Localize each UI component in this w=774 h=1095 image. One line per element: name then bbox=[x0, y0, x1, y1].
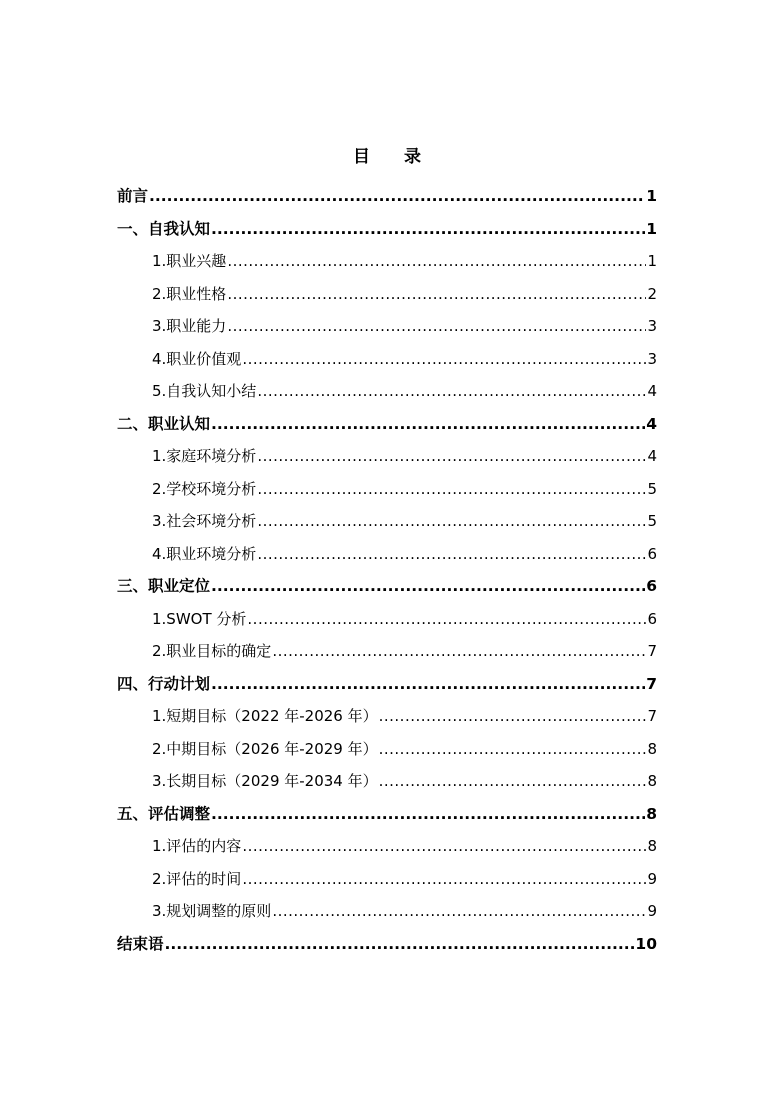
toc-page-number: 6 bbox=[647, 544, 657, 563]
toc-entry-label: 1.职业兴趣 bbox=[152, 252, 227, 270]
toc-section-entry[interactable] bbox=[117, 863, 657, 896]
toc-page-number: 9 bbox=[647, 902, 657, 920]
toc-dot-leader bbox=[242, 863, 646, 896]
toc-section-entry[interactable] bbox=[117, 245, 657, 278]
toc-section-entry[interactable] bbox=[117, 278, 657, 311]
toc-dot-leader bbox=[257, 505, 646, 538]
toc-dot-leader bbox=[211, 213, 645, 246]
toc-page-number: 1 bbox=[646, 187, 657, 205]
toc-page-number: 4 bbox=[647, 447, 657, 465]
toc-dot-leader bbox=[257, 473, 646, 506]
toc-entry-label: 三、职业定位 bbox=[117, 577, 211, 595]
toc-dot-leader bbox=[227, 245, 646, 278]
toc-page-number: 3 bbox=[647, 317, 657, 335]
toc-entry-label: 二、职业认知 bbox=[117, 414, 211, 433]
toc-entry-label: 2.职业目标的确定 bbox=[152, 642, 272, 660]
toc-chapter-entry[interactable] bbox=[117, 213, 657, 246]
toc-page-number: 3 bbox=[647, 349, 657, 368]
toc-dot-leader bbox=[379, 733, 647, 766]
toc-dot-leader bbox=[242, 343, 646, 376]
toc-entry-label: 1.SWOT 分析 bbox=[152, 609, 247, 628]
toc-page-number: 4 bbox=[647, 382, 657, 400]
toc-dot-leader bbox=[211, 798, 645, 831]
toc-chapter-entry[interactable] bbox=[117, 180, 657, 213]
toc-section-entry[interactable] bbox=[117, 343, 657, 376]
toc-section-entry[interactable] bbox=[117, 440, 657, 473]
toc-section-entry[interactable] bbox=[117, 733, 657, 766]
toc-dot-leader bbox=[227, 310, 646, 343]
toc-page-number: 8 bbox=[647, 772, 657, 790]
toc-dot-leader bbox=[242, 830, 646, 863]
toc-entry-label: 1.家庭环境分析 bbox=[152, 447, 257, 465]
toc-entry-label: 前言 bbox=[117, 187, 149, 205]
toc-section-entry[interactable] bbox=[117, 895, 657, 928]
toc-entry-label: 1.短期目标（2022 年-2026 年） bbox=[152, 707, 378, 725]
toc-dot-leader bbox=[272, 895, 646, 928]
toc-dot-leader bbox=[272, 635, 646, 668]
toc-page-number: 9 bbox=[647, 869, 657, 888]
toc-page-number: 1 bbox=[646, 219, 657, 238]
toc-dot-leader bbox=[257, 440, 646, 473]
toc-entry-label: 4.职业价值观 bbox=[152, 349, 242, 368]
toc-entry-label: 结束语 bbox=[117, 934, 164, 953]
toc-page-number: 10 bbox=[635, 934, 657, 953]
toc-page-number: 7 bbox=[647, 642, 657, 660]
toc-section-entry[interactable] bbox=[117, 505, 657, 538]
toc-dot-leader bbox=[227, 278, 646, 311]
toc-list bbox=[117, 180, 657, 960]
toc-dot-leader bbox=[247, 603, 646, 636]
toc-section-entry[interactable] bbox=[117, 700, 657, 733]
toc-entry-label: 3.社会环境分析 bbox=[152, 512, 257, 530]
toc-chapter-entry[interactable] bbox=[117, 408, 657, 441]
toc-dot-leader bbox=[257, 375, 646, 408]
toc-entry-label: 1.评估的内容 bbox=[152, 837, 242, 855]
toc-chapter-entry[interactable] bbox=[117, 928, 657, 961]
toc-section-entry[interactable] bbox=[117, 375, 657, 408]
toc-page-number: 5 bbox=[647, 479, 657, 498]
toc-page-number: 8 bbox=[647, 739, 657, 758]
toc-entry-label: 2.学校环境分析 bbox=[152, 479, 257, 498]
toc-entry-label: 一、自我认知 bbox=[117, 219, 211, 238]
toc-dot-leader bbox=[211, 408, 645, 441]
toc-page-number: 6 bbox=[647, 609, 657, 628]
toc-entry-label: 2.中期目标（2026 年-2029 年） bbox=[152, 739, 378, 758]
toc-dot-leader bbox=[379, 765, 647, 798]
toc-title: 目 录 bbox=[353, 147, 435, 167]
toc-dot-leader bbox=[149, 180, 645, 213]
toc-section-entry[interactable] bbox=[117, 830, 657, 863]
toc-entry-label: 2.职业性格 bbox=[152, 284, 227, 303]
toc-entry-label: 4.职业环境分析 bbox=[152, 544, 257, 563]
toc-entry-label: 3.职业能力 bbox=[152, 317, 227, 335]
toc-entry-label: 3.规划调整的原则 bbox=[152, 902, 272, 920]
toc-entry-label: 5.自我认知小结 bbox=[152, 382, 257, 400]
toc-page-number: 7 bbox=[647, 707, 657, 725]
toc-section-entry[interactable] bbox=[117, 635, 657, 668]
toc-dot-leader bbox=[165, 928, 635, 961]
toc-entry-label: 2.评估的时间 bbox=[152, 869, 242, 888]
toc-page-number: 4 bbox=[646, 414, 657, 433]
toc-chapter-entry[interactable] bbox=[117, 798, 657, 831]
toc-page-number: 1 bbox=[647, 252, 657, 270]
toc-section-entry[interactable] bbox=[117, 765, 657, 798]
toc-entry-label: 四、行动计划 bbox=[117, 674, 211, 693]
toc-page-number: 2 bbox=[647, 284, 657, 303]
toc-page-number: 6 bbox=[646, 577, 657, 595]
toc-section-entry[interactable] bbox=[117, 538, 657, 571]
toc-chapter-entry[interactable] bbox=[117, 570, 657, 603]
toc-dot-leader bbox=[257, 538, 646, 571]
toc-chapter-entry[interactable] bbox=[117, 668, 657, 701]
toc-page-number: 5 bbox=[647, 512, 657, 530]
toc-page-number: 8 bbox=[647, 837, 657, 855]
toc-dot-leader bbox=[379, 700, 647, 733]
toc-page-number: 8 bbox=[646, 804, 657, 823]
toc-section-entry[interactable] bbox=[117, 473, 657, 506]
toc-page-number: 7 bbox=[646, 674, 657, 693]
toc-section-entry[interactable] bbox=[117, 310, 657, 343]
toc-dot-leader bbox=[211, 570, 645, 603]
toc-entry-label: 3.长期目标（2029 年-2034 年） bbox=[152, 772, 378, 790]
toc-dot-leader bbox=[211, 668, 645, 701]
toc-entry-label: 五、评估调整 bbox=[117, 804, 211, 823]
toc-section-entry[interactable] bbox=[117, 603, 657, 636]
